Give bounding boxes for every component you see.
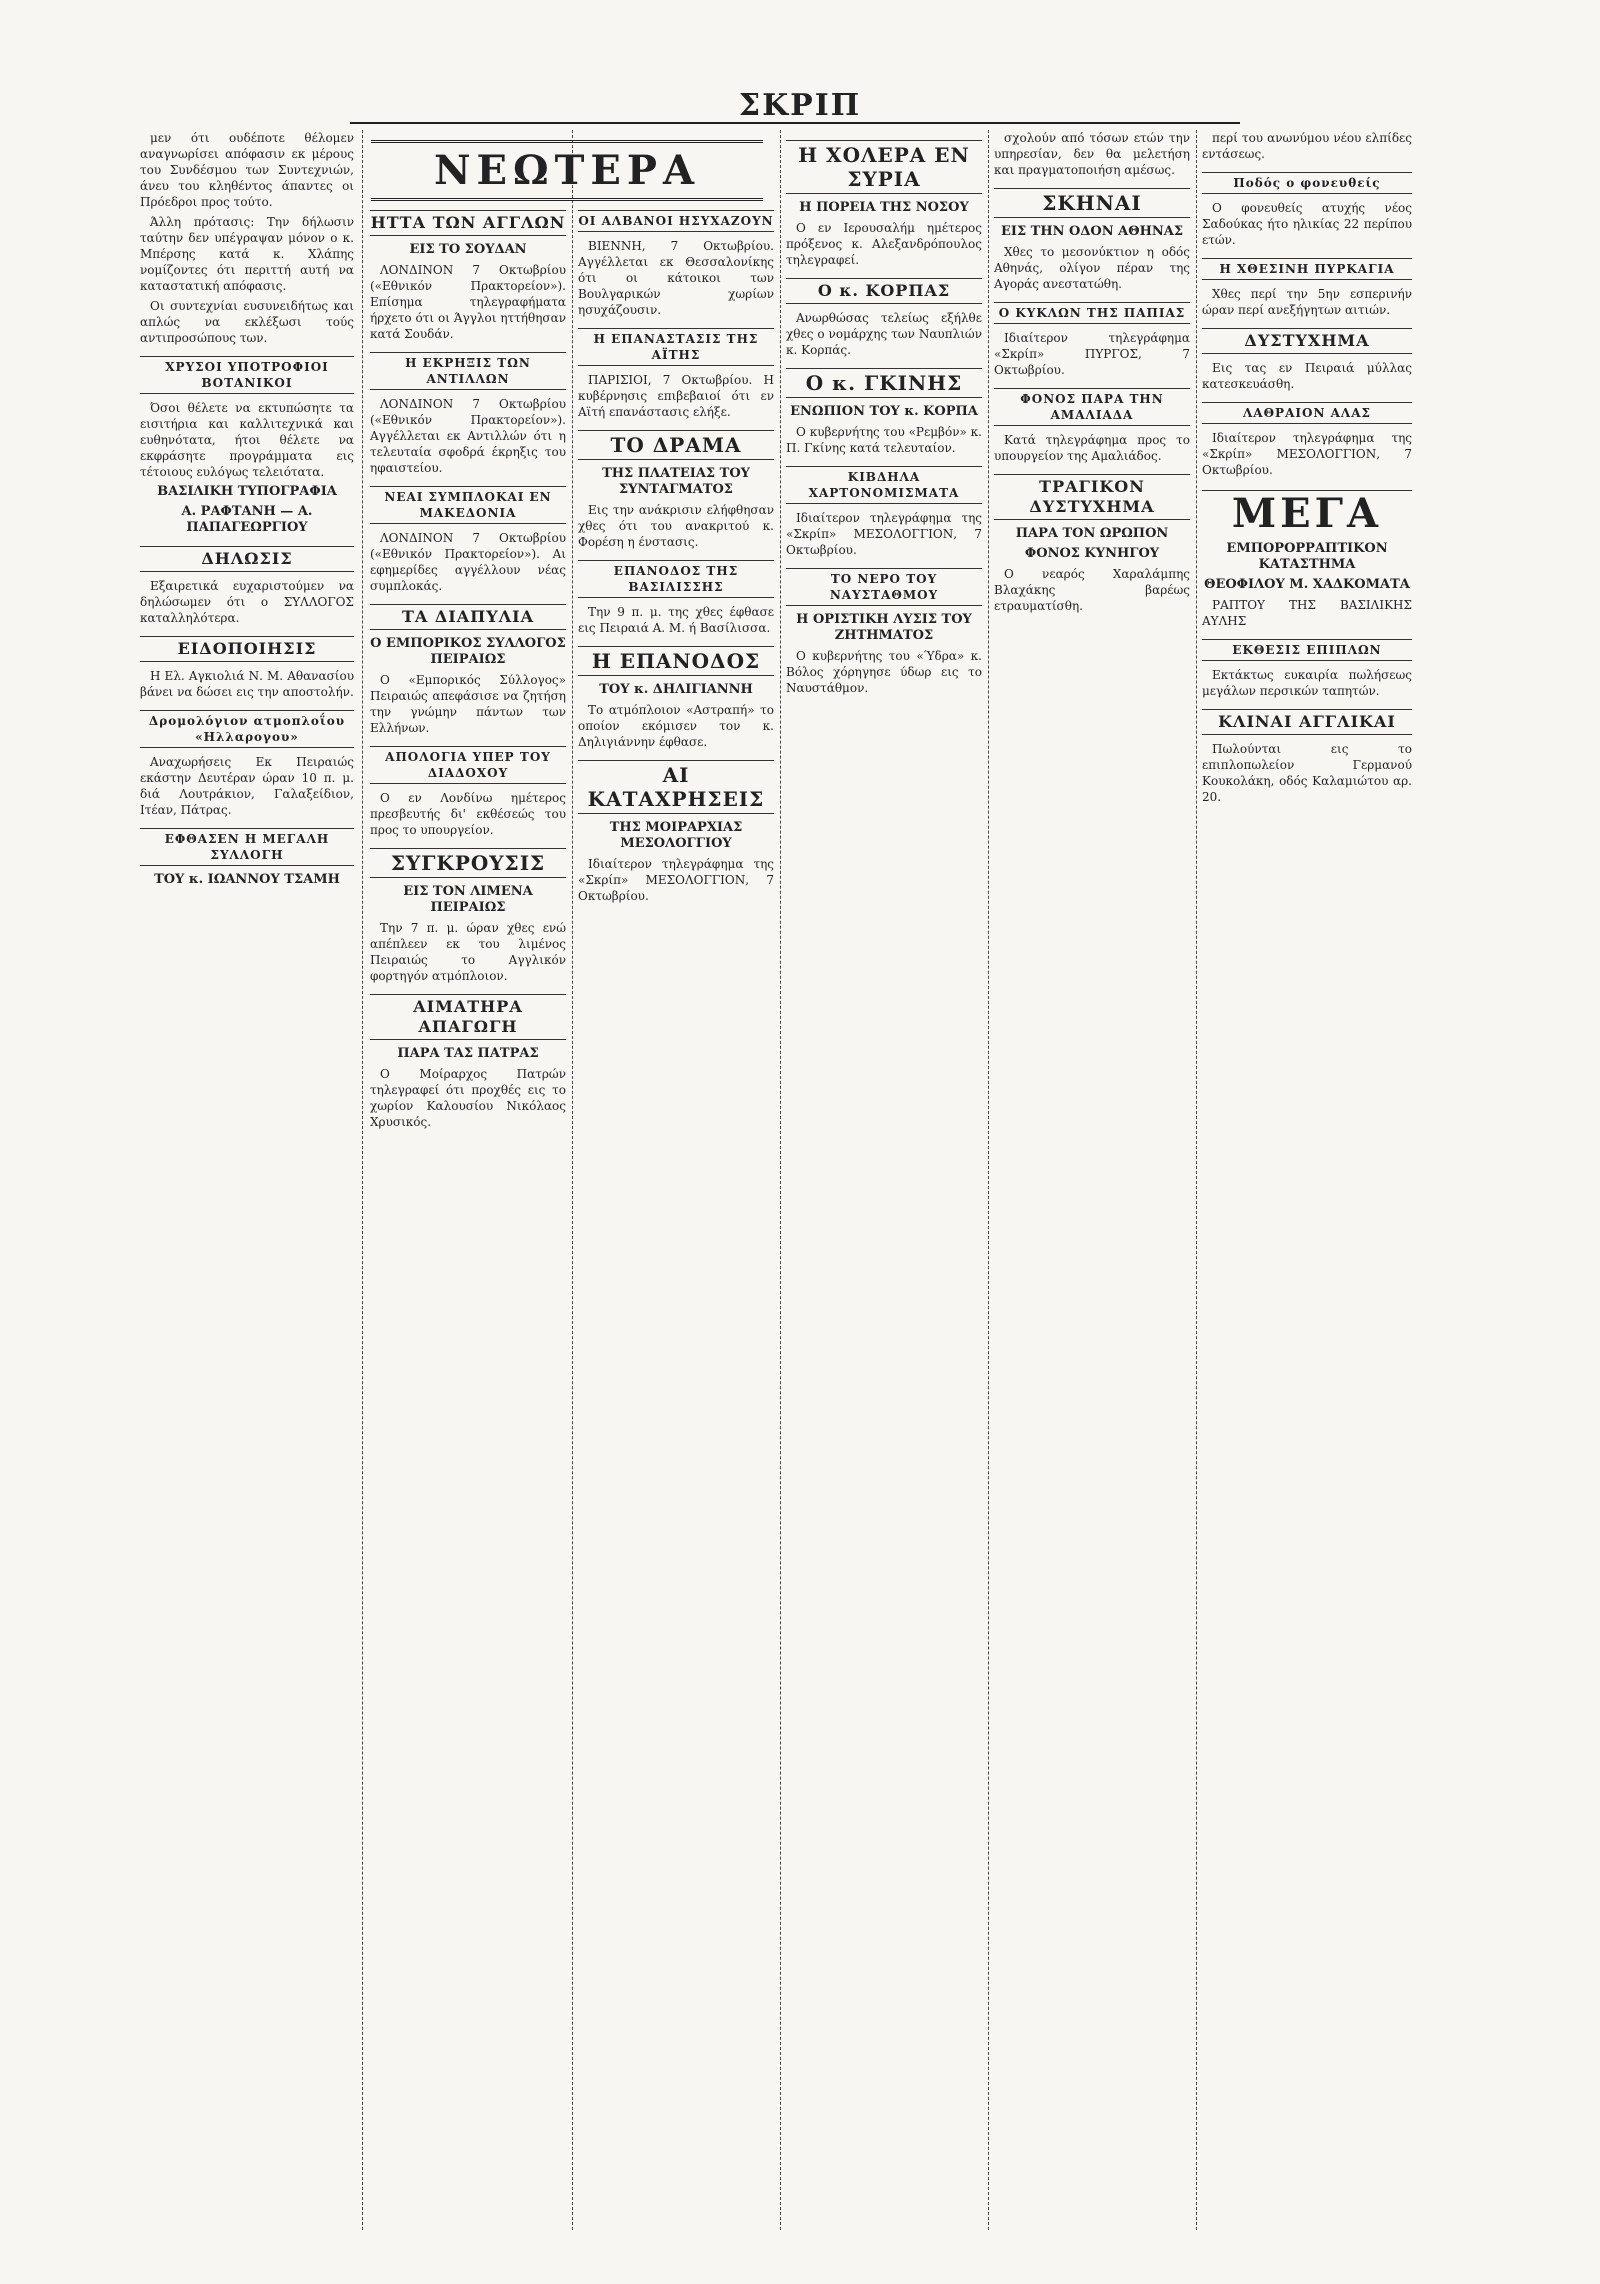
section-heading: ΔΗΛΩΣΙΣ [140, 546, 354, 572]
paragraph: Κατά τηλεγράφημα προς το υπουργείον της Αμαλιάδος. [994, 433, 1190, 463]
section-subheading: ΤΗΣ ΜΟΙΡΑΡΧΙΑΣ ΜΕΣΟΛΟΓΓΙΟΥ [609, 820, 743, 851]
paragraph: Όσοι θέλετε να εκτυπώσητε τα εισιτήρια και καλλιτεχνικά και ευθηνότατα, ήτοι θέλετε να εκφράσητε προγράμματα εις τέτοιους ευλόγως τελειότατα. [140, 401, 354, 479]
advertisement-subtitle: ΘΕΟΦΙΛΟΥ Μ. ΧΑΔΚΟΜΑΤΑ [1204, 577, 1410, 592]
column-divider [362, 130, 363, 2230]
section-subheading: Η ΟΡΙΣΤΙΚΗ ΛΥΣΙΣ ΤΟΥ ΖΗΤΗΜΑΤΟΣ [796, 612, 972, 643]
column-divider [780, 130, 781, 2230]
paragraph: Χθες περί την 5ην εσπερινήν ώραν περί ανεξήγητων αιτιών. [1202, 287, 1412, 317]
section-heading: ΕΙΔΟΠΟΙΗΣΙΣ [140, 636, 354, 662]
section-subheading: Η ΠΟΡΕΙΑ ΤΗΣ ΝΟΣΟΥ [799, 200, 969, 215]
column-divider [1196, 130, 1197, 2230]
column-1 [140, 130, 354, 2230]
signature: Α. ΡΑΦΤΑΝΗ — Α. ΠΑΠΑΓΕΩΡΓΙΟΥ [181, 504, 313, 535]
section-heading: ΗΤΤΑ ΤΩΝ ΑΓΓΛΩΝ [370, 210, 566, 236]
column-6 [1202, 130, 1412, 2230]
paragraph: Η Ελ. Αγκιολιά Ν. Μ. Αθανασίου βάνει να δώσει εις την αποστολήν. [140, 669, 354, 699]
paragraph: Άλλη πρότασις: Την δήλωσιν ταύτην δεν υπέγραψαν μόνον ο κ. Μπέρσης κατά κ. Χλάπης νομίζοντες ότι περιττή αυτή να καταστατική απόφασις. [140, 215, 354, 293]
paragraph: Εξαιρετικά ευχαριστούμεν να δηλώσωμεν ότι ο ΣΥΛΛΟΓΟΣ καταλληλότερα. [140, 579, 354, 625]
paragraph: Ο κυβερνήτης του «Ύδρα» κ. Βόλος χόρηγησε ύδωρ εις το Ναυστάθμον. [786, 649, 982, 695]
masthead: ΣΚΡΙΠ [738, 88, 862, 123]
section-heading: ΚΙΒΔΗΛΑ ΧΑΡΤΟΝΟΜΙΣΜΑΤΑ [786, 466, 982, 504]
section-subheading: ΤΟΥ κ. ΔΗΛΙΓΙΑΝΝΗ [599, 682, 753, 697]
section-heading: ΟΙ ΑΛΒΑΝΟΙ ΗΣΥΧΑΖΟΥΝ [578, 210, 774, 232]
paragraph: Το ατμόπλοιον «Αστραπή» το οποίον εκόμισεν τον κ. Δηλιγιάννην έφθασε. [578, 703, 774, 749]
section-heading: Ποδός ο φονευθείς [1202, 172, 1412, 194]
paragraph: ΡΑΠΤΟΥ ΤΗΣ ΒΑΣΙΛΙΚΗΣ ΑΥΛΗΣ [1202, 598, 1412, 628]
section-heading: Ο κ. ΓΚΙΝΗΣ [786, 368, 982, 398]
section-heading: ΦΟΝΟΣ ΠΑΡΑ ΤΗΝ ΑΜΑΛΙΑΔΑ [994, 388, 1190, 426]
section-heading: Δρομολόγιον ατμοπλοΐου «Ηλλαρογου» [140, 710, 354, 748]
section-heading: ΣΚΗΝΑΙ [994, 188, 1190, 218]
section-heading: ΕΚΘΕΣΙΣ ΕΠΙΠΛΩΝ [1202, 639, 1412, 661]
section-heading: Η ΧΘΕΣΙΝΗ ΠΥΡΚΑΓΙΑ [1202, 258, 1412, 280]
paragraph: Πωλούνται εις το επιπλοπωλείον Γερμανού Κουκολάκη, οδός Καλαμιώτου αρ. 20. [1202, 742, 1412, 804]
section-heading: ΛΑΘΡΑΙΟΝ ΑΛΑΣ [1202, 402, 1412, 424]
paragraph: Την 9 π. μ. της χθες έφθασε εις Πειραιά Α. Μ. ή Βασίλισσα. [578, 605, 774, 635]
section-heading: ΔΥΣΤΥΧΗΜΑ [1202, 328, 1412, 354]
section-subheading: Ο ΕΜΠΟΡΙΚΟΣ ΣΥΛΛΟΓΟΣ ΠΕΙΡΑΙΩΣ [370, 636, 566, 667]
paragraph: μεν ότι ουδέποτε θέλομεν αναγνωρίσει απόφασιν εκ μέρους του Συνδέσμου των Συντεχνιών, άνευ του κληθέντος άπαντες οι Πρόεδροι προς τούτο. [140, 131, 354, 209]
column-4 [786, 130, 982, 2230]
section-subheading: ΦΟΝΟΣ ΚΥΝΗΓΟΥ [1024, 546, 1160, 561]
paragraph: ΛΟΝΔΙΝΟΝ 7 Οκτωβρίου («Εθνικόν Πρακτορείον»). Αγγέλλεται εκ Αντιλλών ότι η τελευταία σφοδρά έκρηξις του ηφαιστείου. [370, 397, 566, 475]
column-divider [988, 130, 989, 2230]
section-heading: Η ΧΟΛΕΡΑ ΕΝ ΣΥΡΙΑ [786, 140, 982, 194]
paragraph: Ο «Εμπορικός Σύλλογος» Πειραιώς απεφάσισε να ζητήση την γνώμην πάντων των Ελλήνων. [370, 673, 566, 735]
section-heading: Η ΕΠΑΝΟΔΟΣ [578, 646, 774, 676]
section-heading: ΑΙΜΑΤΗΡΑ ΑΠΑΓΩΓΗ [370, 994, 566, 1040]
paragraph: Ο εν Λονδίνω ημέτερος πρεσβευτής δι' εκθέσεώς του προς το υπουργείον. [370, 791, 566, 837]
paragraph: Εκτάκτως ευκαιρία πωλήσεως μεγάλων περσικών ταπητών. [1202, 668, 1412, 698]
paragraph: Ο φονευθείς ατυχής νέος Σαδούκας ήτο ηλικίας 22 περίπου ετών. [1202, 201, 1412, 247]
paragraph: Ο εν Ιερουσαλήμ ημέτερος πρόξενος κ. Αλεξανδρόπουλος τηλεγραφεί. [786, 221, 982, 267]
paragraph: Εις την ανάκρισιν ελήφθησαν χθες ότι του ανακριτού κ. Φορέση η ένστασις. [578, 503, 774, 549]
paragraph: Ιδιαίτερον τηλεγράφημα της «Σκρίπ» ΜΕΣΟΛΟΓΓΙΟΝ, 7 Οκτωβρίου. [578, 857, 774, 903]
section-heading: ΑΙ ΚΑΤΑΧΡΗΣΕΙΣ [578, 760, 774, 814]
section-subheading: ΕΙΣ ΤΗΝ ΟΔΟΝ ΑΘΗΝΑΣ [1000, 224, 1184, 239]
signature: ΒΑΣΙΛΙΚΗ ΤΥΠΟΓΡΑΦΙΑ [157, 484, 337, 499]
paragraph: ΒΙΕΝΝΗ, 7 Οκτωβρίου. Αγγέλλεται εκ Θεσσαλονίκης ότι οι κάτοικοι των Βουλγαρικών χωρίων ησυχάζουσιν. [578, 239, 774, 317]
paragraph: Ανωρθώσας τελείως εξήλθε χθες ο νομάρχης των Ναυπλιών κ. Κορπάς. [786, 311, 982, 357]
section-subheading: ΤΗΣ ΠΛΑΤΕΙΑΣ ΤΟΥ ΣΥΝΤΑΓΜΑΤΟΣ [602, 466, 750, 497]
column-5 [994, 130, 1190, 2230]
section-heading: ΚΛΙΝΑΙ ΑΓΓΛΙΚΑΙ [1202, 709, 1412, 735]
paragraph: Ιδιαίτερον τηλεγράφημα της «Σκρίπ» ΜΕΣΟΛΟΓΓΙΟΝ, 7 Οκτωβρίου. [786, 511, 982, 557]
section-heading: ΕΠΑΝΟΔΟΣ ΤΗΣ ΒΑΣΙΛΙΣΣΗΣ [578, 560, 774, 598]
section-heading: Η ΕΠΑΝΑΣΤΑΣΙΣ ΤΗΣ ΑΪΤΗΣ [578, 328, 774, 366]
section-heading: Ο ΚΥΚΛΩΝ ΤΗΣ ΠΑΠΙΑΣ [994, 302, 1190, 324]
section-subheading: ΕΙΣ ΤΟΝ ΛΙΜΕΝΑ ΠΕΙΡΑΙΩΣ [403, 884, 533, 915]
section-heading: ΕΦΘΑΣΕΝ Η ΜΕΓΑΛΗ ΣΥΛΛΟΓΗ [140, 828, 354, 866]
section-subheading: ΕΝΩΠΙΟΝ ΤΟΥ κ. ΚΟΡΠΑ [790, 404, 978, 419]
paragraph: Χθες το μεσονύκτιον η οδός Αθηνάς, ολίγον πέραν της Αγοράς ανεστατώθη. [994, 245, 1190, 291]
section-heading: Η ΕΚΡΗΞΙΣ ΤΩΝ ΑΝΤΙΛΛΩΝ [370, 352, 566, 390]
column-2 [370, 200, 566, 2230]
neotera-banner: ΝΕΩΤΕΡΑ [371, 140, 763, 201]
paragraph: Εις τας εν Πειραιά μύλλας κατεσκευάσθη. [1202, 361, 1412, 391]
section-heading: ΑΠΟΛΟΓΙΑ ΥΠΕΡ ΤΟΥ ΔΙΑΔΟΧΟΥ [370, 746, 566, 784]
advertisement-title: ΜΕΓΑ [1202, 490, 1412, 537]
section-heading: ΤΟ ΔΡΑΜΑ [578, 430, 774, 460]
section-subheading: ΠΑΡΑ ΤΑΣ ΠΑΤΡΑΣ [397, 1046, 539, 1061]
paragraph: Ο κυβερνήτης του «Ρεμβόν» κ. Π. Γκίνης κατά τελευταίον. [786, 425, 982, 455]
section-subheading: ΠΑΡΑ ΤΟΝ ΩΡΩΠΟΝ [1015, 526, 1169, 541]
paragraph: Ο Μοίραρχος Πατρών τηλεγραφεί ότι προχθές εις το χωρίον Καλουσίου Νικόλαος Χρυσικός. [370, 1067, 566, 1129]
section-heading: ΝΕΑΙ ΣΥΜΠΛΟΚΑΙ ΕΝ ΜΑΚΕΔΟΝΙΑ [370, 486, 566, 524]
paragraph: Ιδιαίτερον τηλεγράφημα της «Σκρίπ» ΜΕΣΟΛΟΓΓΙΟΝ, 7 Οκτωβρίου. [1202, 431, 1412, 477]
masthead-rule [350, 122, 1240, 124]
paragraph: Την 7 π. μ. ώραν χθες ενώ απέπλεεν εκ του λιμένος Πειραιώς το Αγγλικόν φορτηγόν ατμόπλοιον. [370, 921, 566, 983]
section-heading: ΤΑ ΔΙΑΠΥΛΙΑ [370, 604, 566, 630]
paragraph: ΛΟΝΔΙΝΟΝ 7 Οκτωβρίου («Εθνικόν Πρακτορείον»). Αι εφημερίδες αγγέλλουν νέας συμπλοκάς. [370, 531, 566, 593]
section-heading: ΤΟ ΝΕΡΟ ΤΟΥ ΝΑΥΣΤΑΘΜΟΥ [786, 568, 982, 606]
section-subheading: ΕΙΣ ΤΟ ΣΟΥΔΑΝ [409, 242, 527, 257]
paragraph: Οι συντεχνίαι ευσυνειδήτως και απλώς να εκλέξωσι τούς αντιπροσώπους των. [140, 299, 354, 345]
section-heading: ΤΡΑΓΙΚΟΝ ΔΥΣΤΥΧΗΜΑ [994, 474, 1190, 520]
section-subheading: ΤΟΥ κ. ΙΩΑΝΝΟΥ ΤΣΑΜΗ [154, 872, 340, 887]
column-3 [578, 200, 774, 2230]
paragraph: Ιδιαίτερον τηλεγράφημα «Σκρίπ» ΠΥΡΓΟΣ, 7 Οκτωβρίου. [994, 331, 1190, 377]
paragraph: ΛΟΝΔΙΝΟΝ 7 Οκτωβρίου («Εθνικόν Πρακτορείον»). Επίσημα τηλεγραφήματα ήρχετο ότι οι Άγγλοι ηττήθησαν κατά Σουδάν. [370, 263, 566, 341]
column-divider [572, 130, 573, 2230]
paragraph: Ο νεαρός Χαραλάμπης Βλαχάκης βαρέως ετραυματίσθη. [994, 567, 1190, 613]
section-heading: ΣΥΓΚΡΟΥΣΙΣ [370, 848, 566, 878]
paragraph: σχολούν από τόσων ετών την υπηρεσίαν, δεν θα μελετήση και πραγματοποιήση αμέσως. [994, 131, 1190, 177]
advertisement-subtitle: ΕΜΠΟΡΟΡΡΑΠΤΙΚΟΝ ΚΑΤΑΣΤΗΜΑ [1226, 541, 1388, 572]
paragraph: Αναχωρήσεις Εκ Πειραιώς εκάστην Δευτέραν ώραν 10 π. μ. διά Λουτράκιον, Γαλαξείδιον, Ιτέαν, Πάτρας. [140, 755, 354, 817]
paragraph: περί του ανωνύμου νέου ελπίδες εντάσεως. [1202, 131, 1412, 161]
section-heading: Ο κ. ΚΟΡΠΑΣ [786, 278, 982, 304]
section-heading: ΧΡΥΣΟΙ ΥΠΟΤΡΟΦΙΟΙ ΒΟΤΑΝΙΚΟΙ [140, 356, 354, 394]
paragraph: ΠΑΡΙΣΙΟΙ, 7 Οκτωβρίου. Η κυβέρνησις επιβεβαιοί ότι εν Αϊτή επανάστασις ελήξε. [578, 373, 774, 419]
